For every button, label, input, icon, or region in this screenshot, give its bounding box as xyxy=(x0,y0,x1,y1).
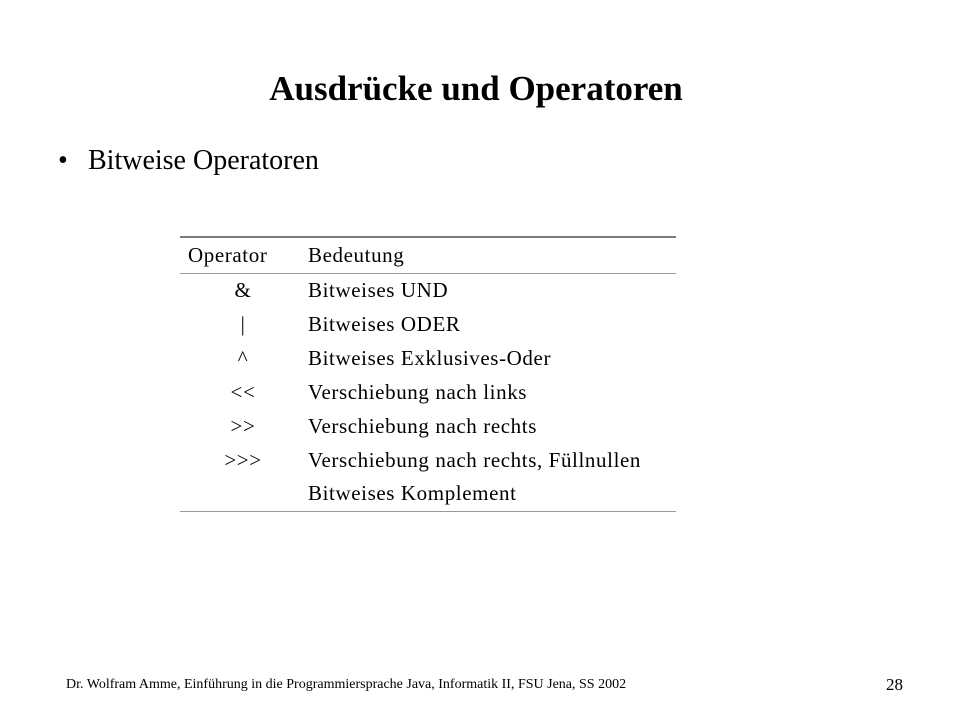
bullet-marker: • xyxy=(58,145,68,176)
table-row xyxy=(180,273,676,307)
table-header xyxy=(180,237,676,273)
meaning-cell: Verschiebung nach links xyxy=(308,379,528,404)
table-row xyxy=(180,409,676,443)
table-row xyxy=(180,375,676,409)
header-row xyxy=(180,237,676,273)
table-row xyxy=(180,477,676,511)
operator-cell: & xyxy=(234,277,252,302)
operator-cell: >> xyxy=(230,413,256,438)
operator-table xyxy=(180,236,676,512)
bullet-item xyxy=(58,143,319,179)
slide-title: Ausdrücke und Operatoren xyxy=(269,69,683,108)
table-row xyxy=(180,341,676,375)
bullet-text: Bitweise Operatoren xyxy=(88,145,319,176)
footer-text: Dr. Wolfram Amme, Einführung in die Programmiersprache Java, Informatik II, FSU Jena, SS 2002 xyxy=(66,677,627,692)
operator-cell: | xyxy=(240,311,246,336)
operator-cell xyxy=(180,477,302,511)
meaning-cell: Bitweises UND xyxy=(308,277,449,302)
operator-table-container xyxy=(180,236,676,512)
table-row xyxy=(180,307,676,341)
meaning-cell: Verschiebung nach rechts xyxy=(308,413,537,438)
meaning-cell: Verschiebung nach rechts, Füllnullen xyxy=(308,447,642,472)
operator-cell: << xyxy=(230,379,256,404)
operator-cell: ^ xyxy=(237,345,249,370)
header-meaning: Bedeutung xyxy=(308,242,405,267)
meaning-cell: Bitweises Exklusives-Oder xyxy=(308,345,552,370)
operator-cell: >>> xyxy=(224,447,262,472)
meaning-cell: Bitweises ODER xyxy=(308,311,461,336)
page-number: 28 xyxy=(886,675,903,694)
table-body xyxy=(180,273,676,511)
table-row xyxy=(180,443,676,477)
header-operator: Operator xyxy=(188,242,268,267)
meaning-cell: Bitweises Komplement xyxy=(308,481,517,506)
